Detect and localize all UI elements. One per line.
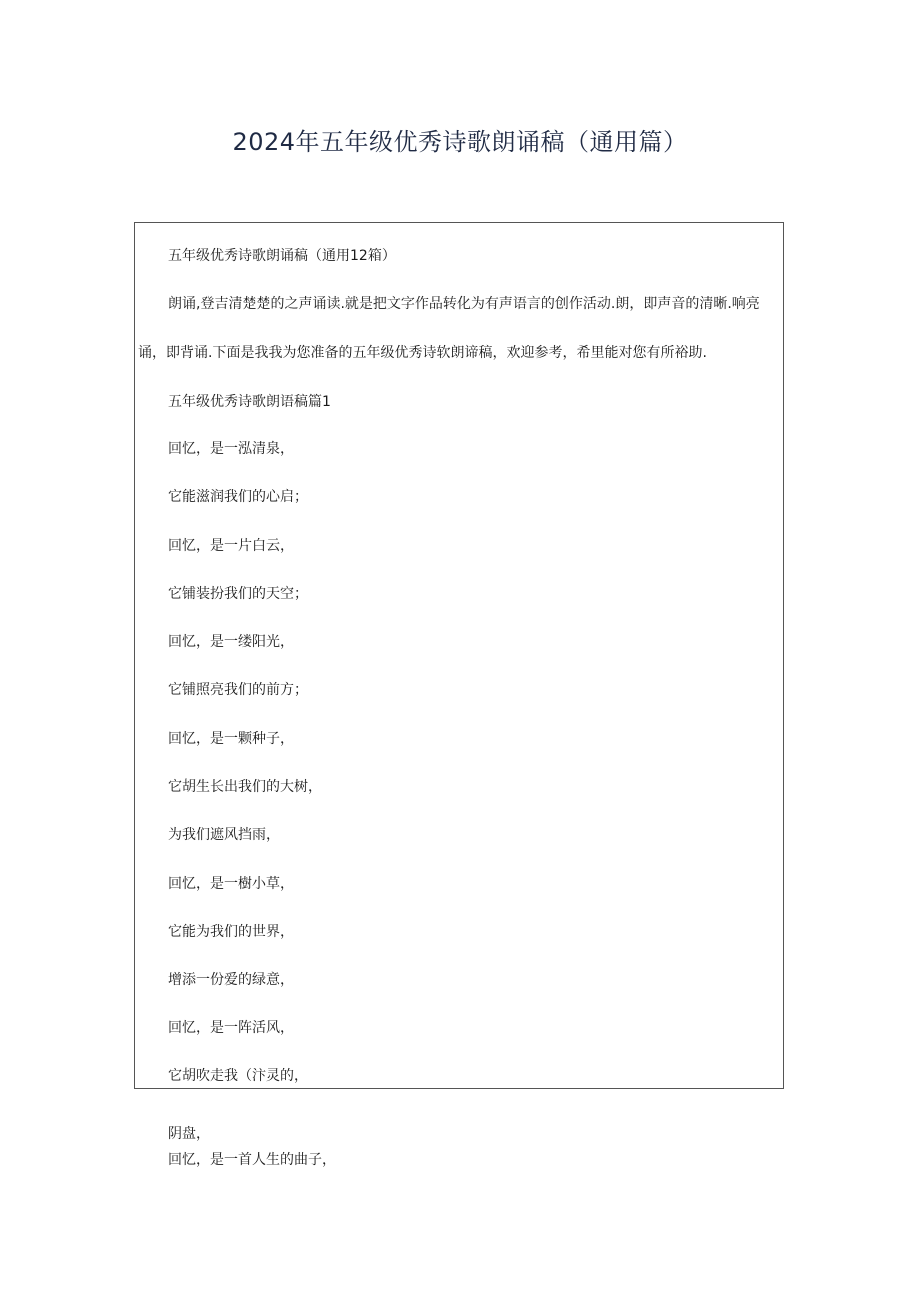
poem-line: 它胡吹走我（汴灵的， bbox=[168, 1068, 308, 1084]
intro-line-1: 朗诵,登吉清楚楚的之声诵读.就是把文字作品转化为有声语言的创作活动.朗，即声音的清晰.响亮 bbox=[168, 296, 760, 312]
section-heading: 五年级优秀诗歌朗语稿篇1 bbox=[168, 394, 331, 410]
subtitle-line: 五年级优秀诗歌朗诵稿（通用12箱） bbox=[168, 248, 396, 264]
intro-line-2: 诵，即背诵.下面是我我为您准备的五年级优秀诗软朗谛稿，欢迎参考，希里能对您有所裕助. bbox=[138, 345, 707, 361]
poem-line: 回忆，是一首人生的曲子， bbox=[168, 1152, 336, 1168]
poem-line: 回忆，是一泓清泉， bbox=[168, 441, 294, 457]
poem-line: 回忆，是一片白云， bbox=[168, 538, 294, 554]
poem-line: 增添一份爱的绿意， bbox=[168, 972, 294, 988]
poem-line: 它铺照亮我们的前方； bbox=[168, 682, 308, 698]
poem-line: 回忆，是一颗种子， bbox=[168, 731, 294, 747]
document-title: 2024年五年级优秀诗歌朗诵稿（通用篇） bbox=[232, 128, 688, 156]
poem-line: 阴盘， bbox=[168, 1126, 210, 1142]
poem-line: 回忆，是一缕阳光， bbox=[168, 634, 294, 650]
poem-line: 它胡生长出我们的大树， bbox=[168, 779, 322, 795]
poem-line: 回忆，是一阵活风， bbox=[168, 1020, 294, 1036]
poem-line: 它能滋润我们的心启； bbox=[168, 489, 308, 505]
content-box bbox=[134, 222, 784, 1089]
poem-line: 回忆，是一樹小草， bbox=[168, 876, 294, 892]
poem-line: 它能为我们的世界， bbox=[168, 924, 294, 940]
poem-line: 它铺装扮我们的天空； bbox=[168, 586, 308, 602]
poem-line: 为我们遮风挡雨， bbox=[168, 827, 280, 843]
